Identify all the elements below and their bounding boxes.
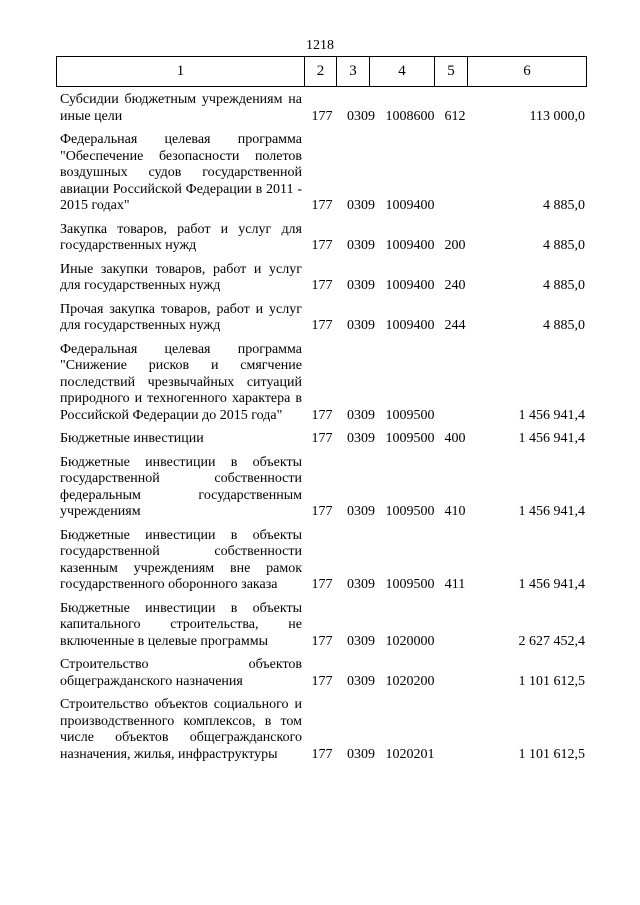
row-col-3: 0309 xyxy=(347,633,375,649)
row-col-2: 177 xyxy=(311,238,333,253)
row-col-2: 177 xyxy=(311,318,333,333)
row-name: Федеральная целевая программа "Снижение рисков и смягчение последствий чрезвычайных ситуаций природного и техногенного характера в Российской Федерации до 2015 года" xyxy=(60,341,302,423)
row-col-6: 113 000,0 xyxy=(529,108,585,124)
row-col-4: 1009400 xyxy=(385,198,435,213)
header-col-5: 5 xyxy=(435,57,468,86)
row-col-2: 177 xyxy=(311,577,333,592)
row-col-4: 1009400 xyxy=(385,238,435,253)
row-col-3: 0309 xyxy=(347,431,375,446)
row-col-2: 177 xyxy=(311,278,333,293)
header-col-4: 4 xyxy=(370,57,435,86)
row-col-4: 1009500 xyxy=(385,431,435,446)
header-col-3: 3 xyxy=(337,57,370,86)
row-col-5: 612 xyxy=(444,108,466,124)
row-col-6: 4 885,0 xyxy=(543,318,585,333)
row-col-4: 1020200 xyxy=(385,673,435,689)
row-col-6: 1 101 612,5 xyxy=(518,673,585,689)
row-col-4: 1008600 xyxy=(385,108,435,124)
row-col-5: 240 xyxy=(444,278,466,293)
header-col-2: 2 xyxy=(305,57,337,86)
row-name: Прочая закупка товаров, работ и услуг для государственных нужд xyxy=(60,301,302,333)
row-col-6: 4 885,0 xyxy=(543,238,585,253)
row-col-3: 0309 xyxy=(347,278,375,293)
row-col-3: 0309 xyxy=(347,577,375,592)
row-col-2: 177 xyxy=(311,746,333,762)
table-row xyxy=(56,601,587,651)
header-col-1: 1 xyxy=(57,57,305,86)
row-col-6: 4 885,0 xyxy=(543,278,585,293)
row-col-3: 0309 xyxy=(347,746,375,762)
table-body xyxy=(56,92,587,770)
row-col-3: 0309 xyxy=(347,407,375,423)
row-col-3: 0309 xyxy=(347,504,375,519)
row-col-3: 0309 xyxy=(347,198,375,213)
table-row xyxy=(56,431,587,448)
row-name: Бюджетные инвестиции xyxy=(60,431,204,446)
row-name: Субсидии бюджетным учреждениям на иные цели xyxy=(60,92,302,124)
row-col-5: 411 xyxy=(444,577,466,592)
page-number: 1218 xyxy=(306,38,334,53)
row-col-6: 2 627 452,4 xyxy=(518,633,585,649)
row-col-3: 0309 xyxy=(347,238,375,253)
row-col-2: 177 xyxy=(311,431,333,446)
row-name: Бюджетные инвестиции в объекты государственной собственности федеральным государственным учреждениям xyxy=(60,454,302,519)
row-col-4: 1009400 xyxy=(385,278,435,293)
header-col-6: 6 xyxy=(523,63,531,79)
row-col-4: 1009500 xyxy=(385,504,435,519)
row-col-2: 177 xyxy=(311,673,333,689)
table-row xyxy=(56,132,587,215)
row-col-6: 1 101 612,5 xyxy=(518,746,585,762)
row-col-6: 1 456 941,4 xyxy=(518,504,585,519)
row-col-5: 244 xyxy=(444,318,466,333)
row-col-4: 1020000 xyxy=(385,633,435,649)
row-name: Бюджетные инвестиции в объекты капитального строительства, не включенные в целевые программы xyxy=(60,600,302,649)
table-row xyxy=(56,262,587,295)
row-col-4: 1020201 xyxy=(385,746,435,762)
row-col-5: 200 xyxy=(444,238,466,253)
row-col-6: 1 456 941,4 xyxy=(518,577,585,592)
table-row xyxy=(56,92,587,125)
row-col-2: 177 xyxy=(311,198,333,213)
row-col-3: 0309 xyxy=(347,318,375,333)
row-col-3: 0309 xyxy=(347,673,375,689)
row-col-4: 1009500 xyxy=(385,577,435,592)
row-name: Закупка товаров, работ и услуг для государственных нужд xyxy=(60,221,302,253)
table-row xyxy=(56,528,587,594)
row-name: Иные закупки товаров, работ и услуг для государственных нужд xyxy=(60,261,302,293)
row-col-6: 4 885,0 xyxy=(543,198,585,213)
row-col-2: 177 xyxy=(311,407,333,423)
row-col-6: 1 456 941,4 xyxy=(518,431,585,446)
table-row xyxy=(56,302,587,335)
table-row xyxy=(56,222,587,255)
table-header xyxy=(56,56,587,87)
row-name: Строительство объектов социального и производственного комплексов, в том числе объектов общегражданского назначения, жилья, инфраструктуры xyxy=(60,697,302,762)
table-row xyxy=(56,697,587,763)
row-col-3: 0309 xyxy=(347,108,375,124)
row-name: Федеральная целевая программа "Обеспечение безопасности полетов воздушных судов государственной авиации Российской Федерации в 2011 - 2015 годах" xyxy=(60,132,302,213)
table-row xyxy=(56,657,587,690)
row-col-2: 177 xyxy=(311,504,333,519)
row-col-6: 1 456 941,4 xyxy=(518,407,585,423)
row-col-5: 400 xyxy=(444,431,466,446)
row-col-4: 1009500 xyxy=(385,407,435,423)
row-col-2: 177 xyxy=(311,108,333,124)
row-col-4: 1009400 xyxy=(385,318,435,333)
row-name: Строительство объектов общегражданского назначения xyxy=(60,657,302,689)
table-row xyxy=(56,455,587,521)
row-name: Бюджетные инвестиции в объекты государственной собственности казенным учреждениям вне рамок государственного оборонного заказа xyxy=(60,527,302,592)
row-col-5: 410 xyxy=(444,504,466,519)
table-row xyxy=(56,342,587,425)
row-col-2: 177 xyxy=(311,633,333,649)
